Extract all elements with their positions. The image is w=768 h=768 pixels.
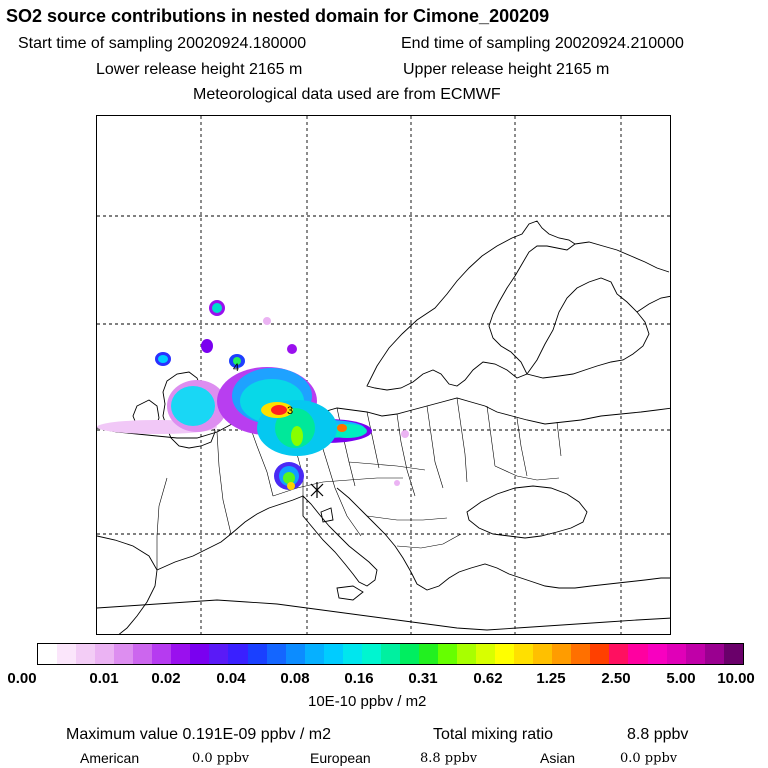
coastline-france-med — [231, 496, 303, 534]
asian-label: Asian — [540, 750, 576, 766]
colorbar-segment — [514, 644, 533, 664]
colorbar-segment — [438, 644, 457, 664]
concentration-field — [97, 300, 409, 490]
max-value-label: Maximum value 0.191E-09 ppbv / m2 — [66, 726, 332, 743]
colorbar — [37, 643, 744, 665]
upper-height-label: Upper release height 2165 m — [403, 61, 610, 78]
colorbar-segment — [209, 644, 228, 664]
asian-value: 0.0 ppbv — [620, 751, 678, 766]
colorbar-segment — [38, 644, 57, 664]
coastline-scandinavia — [367, 221, 575, 390]
coastline-finland — [527, 278, 649, 378]
colorbar-segment — [533, 644, 552, 664]
chart-title: SO2 source contributions in nested domain for Cimone_200209 — [6, 6, 550, 26]
colorbar-segment — [724, 644, 743, 664]
colorbar-segment — [133, 644, 152, 664]
cluster-label-3: 3 — [287, 405, 294, 417]
total-mixing-value: 8.8 ppbv — [627, 726, 689, 743]
american-label: American — [80, 750, 140, 766]
colorbar-segment — [267, 644, 286, 664]
colorbar-segment — [171, 644, 190, 664]
met-data-label: Meteorological data used are from ECMWF — [193, 86, 501, 103]
map-panel — [96, 115, 671, 635]
colorbar-segment — [286, 644, 305, 664]
colorbar-segment — [571, 644, 590, 664]
colorbar-segment — [400, 644, 419, 664]
coastline-kola — [575, 242, 671, 312]
map-svg — [97, 116, 671, 635]
coastline-north-africa — [97, 600, 671, 630]
colorbar-segment — [190, 644, 209, 664]
colorbar-unit: 10E-10 ppbv / m2 — [308, 693, 427, 710]
colorbar-segment — [305, 644, 324, 664]
coastline-iberia — [97, 534, 231, 635]
colorbar-segment — [114, 644, 133, 664]
colorbar-segment — [76, 644, 95, 664]
colorbar-segment — [609, 644, 628, 664]
coastline-black-sea — [467, 486, 587, 538]
colorbar-tick: 0.08 — [280, 670, 310, 687]
european-value: 8.8 ppbv — [420, 751, 478, 766]
colorbar-segment — [152, 644, 171, 664]
colorbar-segment — [324, 644, 343, 664]
coastline-italy — [303, 496, 377, 586]
colorbar-segment — [495, 644, 514, 664]
colorbar-tick: 2.50 — [601, 670, 631, 687]
lower-height-label: Lower release height 2165 m — [96, 61, 303, 78]
colorbar-tick: 10.00 — [717, 670, 755, 687]
european-label: European — [310, 750, 371, 766]
colorbar-segment — [476, 644, 495, 664]
colorbar-segment — [362, 644, 381, 664]
colorbar-segment — [343, 644, 362, 664]
colorbar-segment — [57, 644, 76, 664]
colorbar-segment — [552, 644, 571, 664]
colorbar-tick: 0.16 — [344, 670, 374, 687]
start-time-label: Start time of sampling 20020924.180000 — [18, 35, 307, 52]
colorbar-tick: 0.31 — [408, 670, 438, 687]
colorbar-segment — [95, 644, 114, 664]
colorbar-tick: 0.04 — [216, 670, 246, 687]
colorbar-segment — [628, 644, 647, 664]
colorbar-tick: 0.00 — [7, 670, 37, 687]
colorbar-segment — [248, 644, 267, 664]
colorbar-segment — [667, 644, 686, 664]
colorbar-segment — [228, 644, 247, 664]
colorbar-tick: 0.62 — [473, 670, 503, 687]
colorbar-segment — [590, 644, 609, 664]
colorbar-segment — [381, 644, 400, 664]
grid-lines — [97, 116, 671, 635]
coastline-sicily — [337, 586, 363, 600]
colorbar-tick: 1.25 — [536, 670, 566, 687]
cluster-label-4: 4 — [233, 362, 240, 374]
colorbar-segment — [419, 644, 438, 664]
colorbar-tick: 0.02 — [151, 670, 181, 687]
total-mixing-label: Total mixing ratio — [433, 726, 554, 743]
colorbar-tick: 5.00 — [666, 670, 696, 687]
end-time-label: End time of sampling 20020924.210000 — [401, 35, 684, 52]
colorbar-tick: 0.01 — [89, 670, 119, 687]
colorbar-segment — [686, 644, 705, 664]
colorbar-segment — [457, 644, 476, 664]
colorbar-segment — [705, 644, 724, 664]
colorbar-segment — [648, 644, 667, 664]
american-value: 0.0 ppbv — [192, 751, 250, 766]
